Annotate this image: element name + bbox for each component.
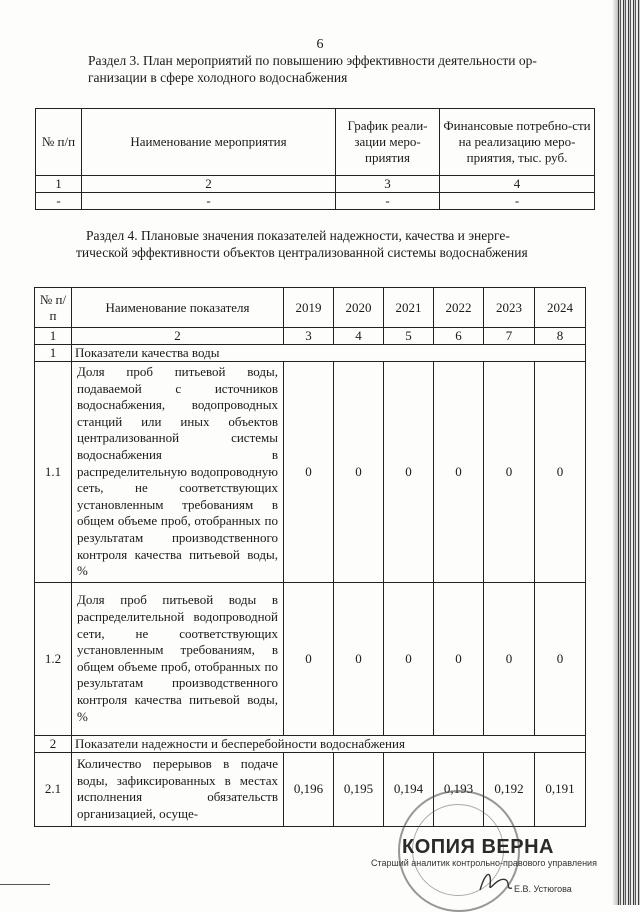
s4-header-name: Наименование показателя <box>72 288 284 328</box>
section3-title <box>88 52 537 86</box>
stamp-copy-certified: КОПИЯ ВЕРНА <box>402 836 554 858</box>
s4-header-year: 2022 <box>434 288 484 328</box>
s3-num-2: 2 <box>82 176 336 193</box>
s3-cell-3: - <box>336 193 440 210</box>
s4-header-year: 2019 <box>284 288 334 328</box>
s3-header-finance: Финансовые потребно-сти на реализацию меро-приятия, тыс. руб. <box>440 109 595 176</box>
s4-num: 3 <box>284 328 334 345</box>
section3-title-line1: Раздел 3. План мероприятий по повышению эффективности деятельности ор- <box>88 53 537 68</box>
s3-num-1: 1 <box>36 176 82 193</box>
s4-header-no: № п/п <box>35 288 72 328</box>
value-cell: 0 <box>384 362 434 583</box>
value-cell: 0 <box>484 362 535 583</box>
value-cell: 0 <box>334 362 384 583</box>
scan-mark <box>0 884 50 885</box>
row-number: 1.1 <box>35 362 72 583</box>
s3-num-3: 3 <box>336 176 440 193</box>
s4-header-year: 2024 <box>535 288 586 328</box>
s3-num-4: 4 <box>440 176 595 193</box>
value-cell: 0 <box>434 582 484 735</box>
value-cell: 0,191 <box>535 752 586 826</box>
indicator-name: Доля проб питьевой воды в распределительной водопроводной сети, не соответствующих установленным требованиям, в общем объеме проб, отобранных по результатам производственного контроля качества питьевой воды, % <box>72 582 284 735</box>
s3-header-schedule: График реали-зации меро-приятия <box>336 109 440 176</box>
page-number: 6 <box>316 37 324 52</box>
s3-header-no: № п/п <box>36 109 82 176</box>
group-title: Показатели надежности и бесперебойности водоснабжения <box>72 735 586 752</box>
value-cell: 0,192 <box>484 752 535 826</box>
s4-num: 1 <box>35 328 72 345</box>
certification-stamp <box>368 790 597 900</box>
section3-table <box>35 108 595 210</box>
s4-num: 4 <box>334 328 384 345</box>
value-cell: 0 <box>535 582 586 735</box>
section3-title-line2: ганизации в сфере холодного водоснабжения <box>88 70 348 85</box>
s3-cell-4: - <box>440 193 595 210</box>
s3-cell-1: - <box>36 193 82 210</box>
value-cell: 0 <box>434 362 484 583</box>
signature-icon <box>476 866 516 896</box>
scan-edge <box>618 0 640 905</box>
value-cell: 0,193 <box>434 752 484 826</box>
value-cell: 0,194 <box>384 752 434 826</box>
value-cell: 0 <box>535 362 586 583</box>
s3-header-name: Наименование мероприятия <box>82 109 336 176</box>
s4-num: 6 <box>434 328 484 345</box>
section4-table <box>34 287 586 827</box>
s4-num: 5 <box>384 328 434 345</box>
group-number: 2 <box>35 735 72 752</box>
indicator-name: Доля проб питьевой воды, подаваемой с источников водоснабжения, водопроводных станций или иных объектов централизованной системы водоснабжения в распределительную водопроводную сеть, не соответствующих установленным требованиям в общем объеме проб, отобранных по результатам производственного контроля качества питьевой воды, % <box>72 362 284 583</box>
value-cell: 0 <box>484 582 535 735</box>
section4-title-line1: Раздел 4. Плановые значения показателей надежности, качества и энерге- <box>86 228 510 243</box>
section4-title-line2: тической эффективности объектов централизованной системы водоснабжения <box>76 245 528 260</box>
row-number: 2.1 <box>35 752 72 826</box>
section4-title <box>76 227 528 261</box>
indicator-name: Количество перерывов в подаче воды, зафиксированных в местах исполнения обязательств организацией, осуще- <box>72 752 284 826</box>
group-number: 1 <box>35 345 72 362</box>
stamp-position: Старший аналитик контрольно-правового управления <box>371 858 597 868</box>
value-cell: 0 <box>284 582 334 735</box>
s4-num: 2 <box>72 328 284 345</box>
group-title: Показатели качества воды <box>72 345 586 362</box>
value-cell: 0,195 <box>334 752 384 826</box>
value-cell: 0 <box>384 582 434 735</box>
row-number: 1.2 <box>35 582 72 735</box>
s4-header-year: 2023 <box>484 288 535 328</box>
s4-num: 8 <box>535 328 586 345</box>
value-cell: 0 <box>284 362 334 583</box>
s4-header-year: 2020 <box>334 288 384 328</box>
value-cell: 0,196 <box>284 752 334 826</box>
value-cell: 0 <box>334 582 384 735</box>
s4-num: 7 <box>484 328 535 345</box>
stamp-signer-name: Е.В. Устюгова <box>514 884 572 894</box>
s4-header-year: 2021 <box>384 288 434 328</box>
s3-cell-2: - <box>82 193 336 210</box>
